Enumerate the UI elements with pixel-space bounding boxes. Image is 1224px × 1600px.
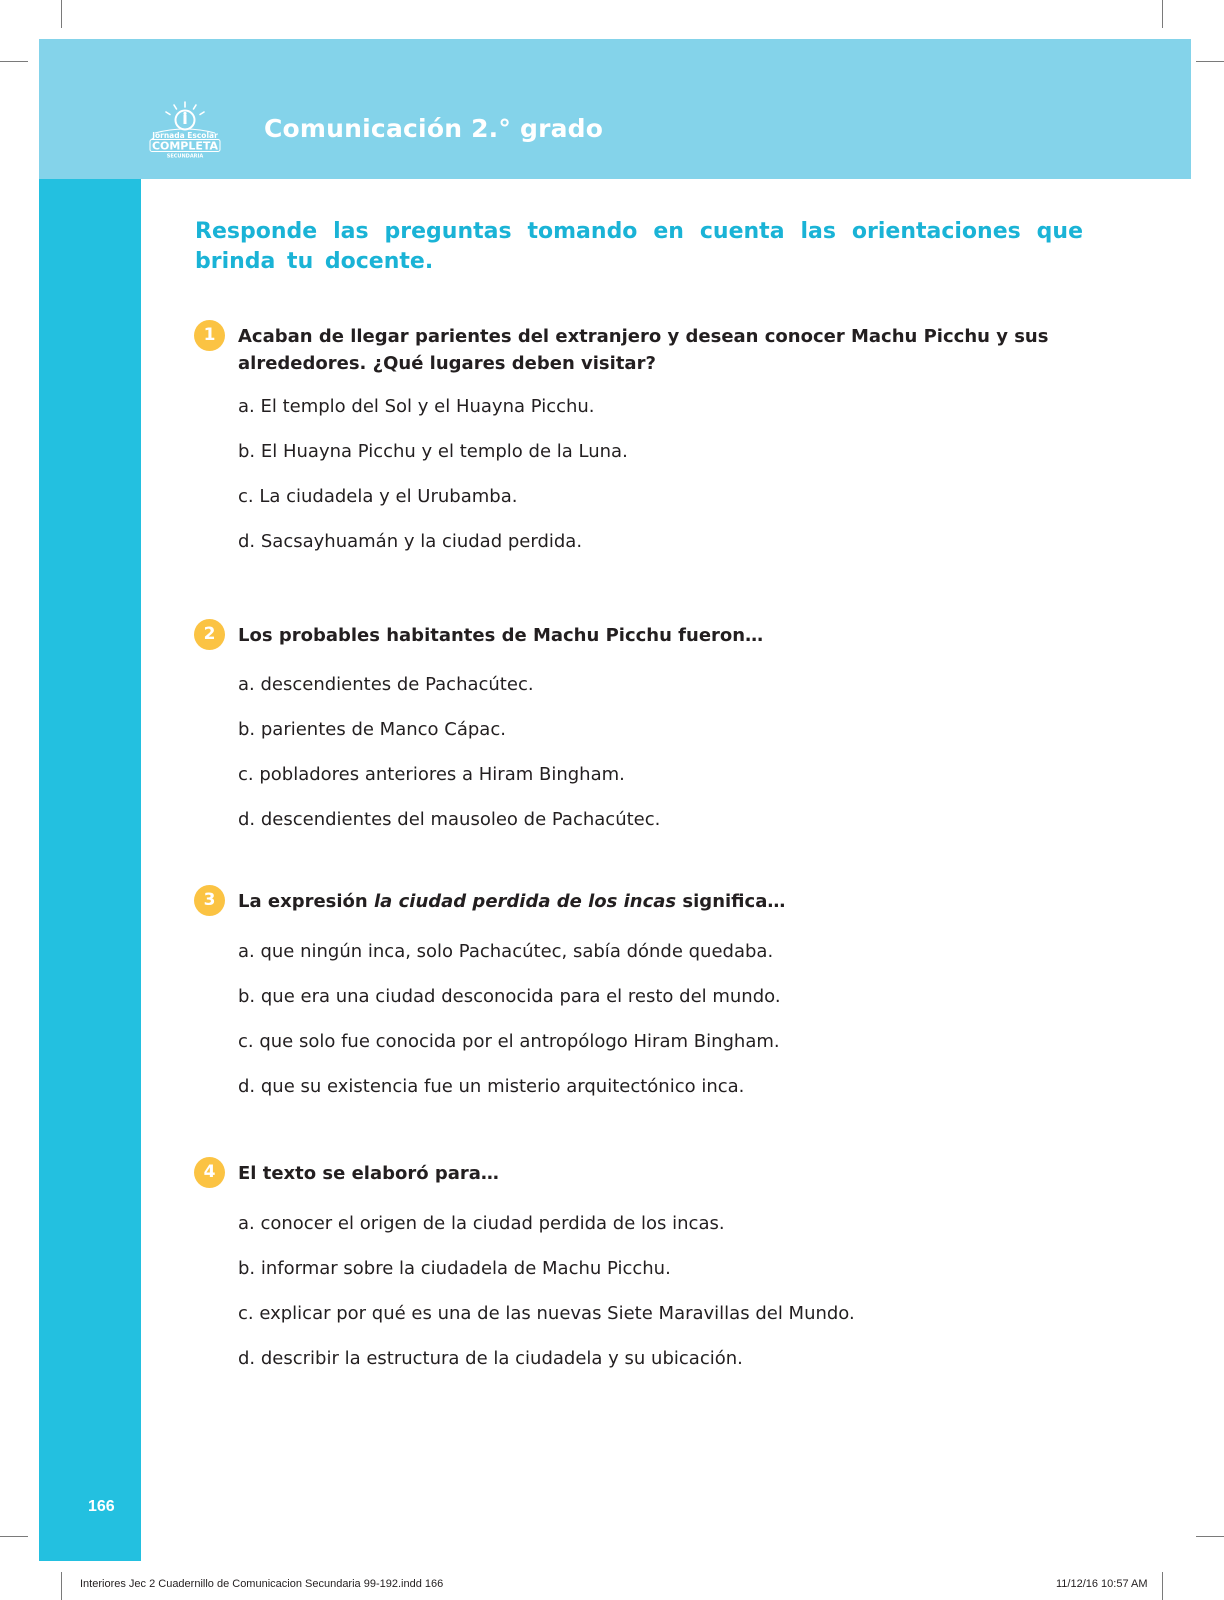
answer-option: c. pobladores anteriores a Hiram Bingham. <box>238 764 625 785</box>
answer-option: d. descendientes del mausoleo de Pachacútec. <box>238 809 661 830</box>
svg-text:SECUNDARIA: SECUNDARIA <box>166 153 204 160</box>
crop-mark <box>61 0 62 28</box>
answer-option: b. parientes de Manco Cápac. <box>238 719 506 740</box>
answer-option: b. El Huayna Picchu y el templo de la Luna. <box>238 441 628 462</box>
answer-option: d. que su existencia fue un misterio arquitectónico inca. <box>238 1076 745 1097</box>
crop-mark <box>1162 0 1163 28</box>
book-title: Comunicación 2.° grado <box>264 114 604 143</box>
crop-mark <box>0 1536 28 1537</box>
crop-mark <box>1162 1572 1163 1600</box>
jornada-escolar-completa-logo <box>145 100 225 160</box>
footer-timestamp: 11/12/16 10:57 AM <box>1056 1578 1148 1590</box>
question-text-italic: la ciudad perdida de los incas <box>374 891 677 912</box>
answer-option: a. El templo del Sol y el Huayna Picchu. <box>238 396 595 417</box>
svg-text:Jornada Escolar: Jornada Escolar <box>152 131 218 140</box>
answer-option: c. La ciudadela y el Urubamba. <box>238 486 518 507</box>
left-sidebar-bar <box>39 179 141 1561</box>
answer-option: b. informar sobre la ciudadela de Machu Picchu. <box>238 1258 671 1279</box>
answer-option: d. describir la estructura de la ciudadela y su ubicación. <box>238 1348 743 1369</box>
page-number: 166 <box>88 1498 115 1515</box>
question-text: El texto se elaboró para… <box>238 1163 499 1184</box>
answer-option: a. conocer el origen de la ciudad perdida de los incas. <box>238 1213 725 1234</box>
crop-mark <box>1196 61 1224 62</box>
footer-file-info: Interiores Jec 2 Cuadernillo de Comunicacion Secundaria 99-192.indd 166 <box>80 1578 444 1590</box>
question-text-part: La expresión <box>238 891 375 912</box>
instruction-text: Responde las preguntas tomando en cuenta las orientaciones que brinda tu docente. <box>195 219 1083 274</box>
question-text-part: significa… <box>676 891 786 912</box>
svg-text:COMPLETA: COMPLETA <box>151 139 219 153</box>
answer-option: c. explicar por qué es una de las nuevas Siete Maravillas del Mundo. <box>238 1303 855 1324</box>
question-number-badge: 4 <box>194 1157 225 1188</box>
question-text: Acaban de llegar parientes del extranjero y desean conocer Machu Picchu y sus alrededores. ¿Qué lugares deben visitar? <box>238 326 1049 374</box>
question-number-badge: 3 <box>194 885 225 916</box>
crop-mark <box>1196 1536 1224 1537</box>
question-text: Los probables habitantes de Machu Picchu fueron… <box>238 625 764 646</box>
crop-mark <box>61 1572 62 1600</box>
answer-option: d. Sacsayhuamán y la ciudad perdida. <box>238 531 583 552</box>
crop-mark <box>0 61 28 62</box>
answer-option: a. descendientes de Pachacútec. <box>238 674 534 695</box>
question-number-badge: 1 <box>194 320 225 351</box>
question-text <box>238 888 1094 915</box>
answer-option: c. que solo fue conocida por el antropólogo Hiram Bingham. <box>238 1031 780 1052</box>
answer-option: a. que ningún inca, solo Pachacútec, sabía dónde quedaba. <box>238 941 774 962</box>
answer-option: b. que era una ciudad desconocida para el resto del mundo. <box>238 986 781 1007</box>
question-number-badge: 2 <box>194 619 225 650</box>
